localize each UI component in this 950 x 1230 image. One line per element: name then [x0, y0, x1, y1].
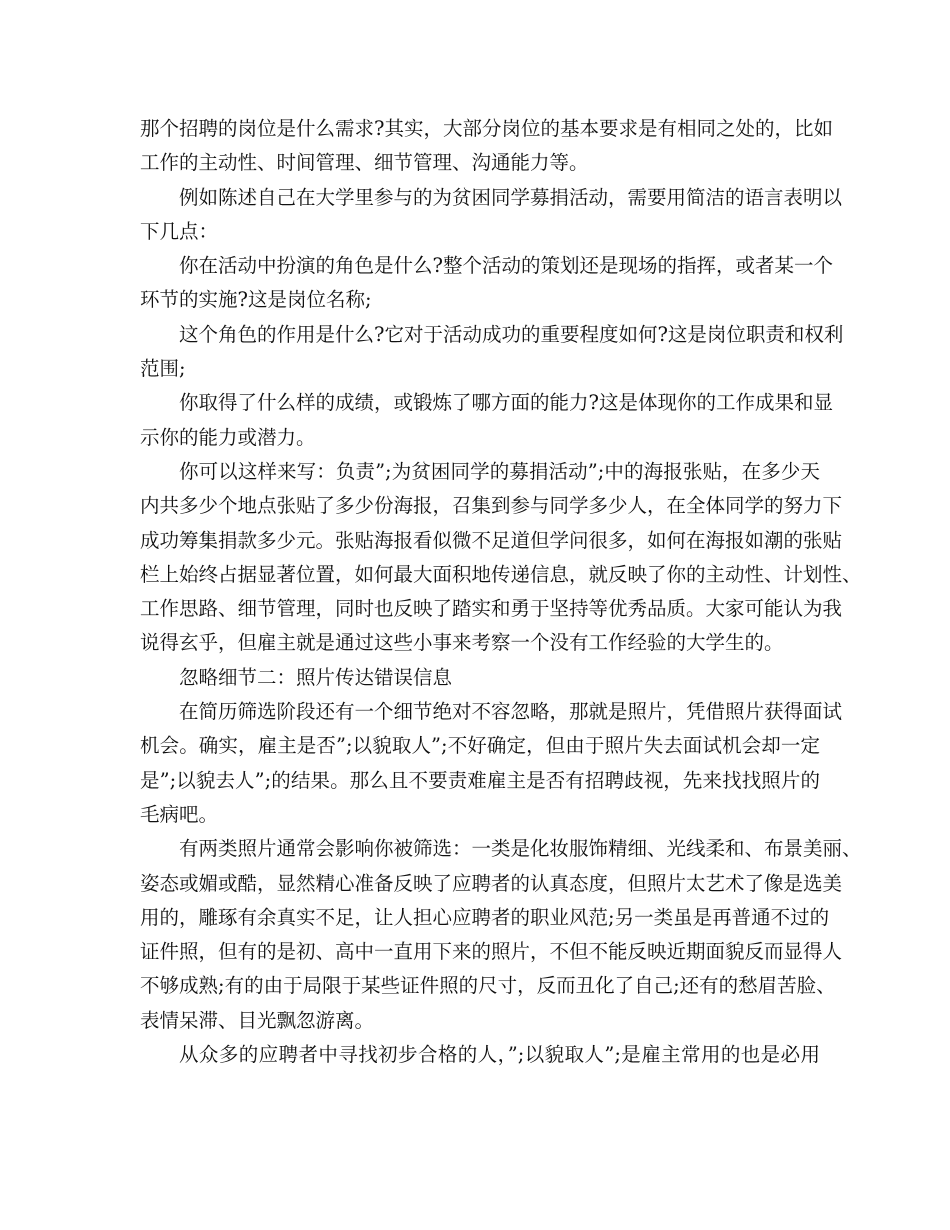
text-line: 你可以这样来写：负责”;为贫困同学的募捐活动”;中的海报张贴，在多少天 — [179, 459, 820, 483]
document-body — [140, 112, 862, 1072]
text-line: 栏上始终占据显著位置，如何最大面积地传递信息，就反映了你的主动性、计划性、 — [140, 562, 862, 586]
text-line: 不够成熟;有的由于局限于某些证件照的尺寸，反而丑化了自己;还有的愁眉苦脸、 — [140, 974, 836, 998]
text-line: 下几点： — [140, 219, 219, 243]
text-line: 是”;以貌去人”;的结果。那么且不要责难雇主是否有招聘歧视，先来找找照片的 — [140, 768, 820, 792]
text-line: 工作思路、细节管理，同时也反映了踏实和勇于坚持等优秀品质。大家可能认为我 — [140, 597, 843, 621]
text-line: 你取得了什么样的成绩，或锻炼了哪方面的能力?这是体现你的工作成果和显 — [179, 391, 833, 415]
text-line: 范围; — [140, 357, 186, 381]
text-line: 例如陈述自己在大学里参与的为贫困同学募捐活动，需要用简洁的语言表明以 — [179, 185, 843, 209]
text-line: 有两类照片通常会影响你被筛选：一类是化妆服饰精细、光线柔和、布景美丽、 — [179, 837, 862, 861]
text-line: 成功筹集捐款多少元。张贴海报看似微不足道但学问很多，如何在海报如潮的张贴 — [140, 528, 843, 552]
text-line: 毛病吧。 — [140, 802, 219, 826]
text-line: 示你的能力或潜力。 — [140, 425, 316, 449]
text-line: 用的，雕琢有余真实不足，让人担心应聘者的职业风范;另一类虽是再普通不过的 — [140, 905, 830, 929]
text-line: 这个角色的作用是什么?它对于活动成功的重要程度如何?这是岗位职责和权利 — [179, 322, 844, 346]
text-line: 姿态或媚或酷，显然精心准备反映了应聘者的认真态度，但照片太艺术了像是选美 — [140, 871, 843, 895]
text-line: 那个招聘的岗位是什么需求?其实，大部分岗位的基本要求是有相同之处的，比如 — [140, 117, 833, 140]
text-line: 表情呆滞、目光飘忽游离。 — [140, 1008, 375, 1032]
text-line: 工作的主动性、时间管理、细节管理、沟通能力等。 — [140, 151, 589, 175]
text-line: 环节的实施?这是岗位名称; — [140, 288, 372, 312]
text-line: 说得玄乎，但雇主就是通过这些小事来考察一个没有工作经验的大学生的。 — [140, 631, 784, 655]
text-line: 证件照，但有的是初、高中一直用下来的照片，不但不能反映近期面貌反而显得人 — [140, 940, 843, 964]
text-line: 内共多少个地点张贴了多少份海报，召集到参与同学多少人，在全体同学的努力下 — [140, 494, 843, 518]
text-line: 你在活动中扮演的角色是什么?整个活动的策划还是现场的指挥，或者某一个 — [179, 254, 833, 278]
text-line: 从众多的应聘者中寻找初步合格的人，”;以貌取人”;是雇主常用的也是必用 — [179, 1043, 820, 1067]
section-heading: 忽略细节二：照片传达错误信息 — [179, 665, 453, 689]
text-line: 机会。确实，雇主是否”;以貌取人”;不好确定，但由于照片失去面试机会却一定 — [140, 734, 820, 758]
text-line: 在简历筛选阶段还有一个细节绝对不容忽略，那就是照片，凭借照片获得面试 — [179, 700, 843, 724]
